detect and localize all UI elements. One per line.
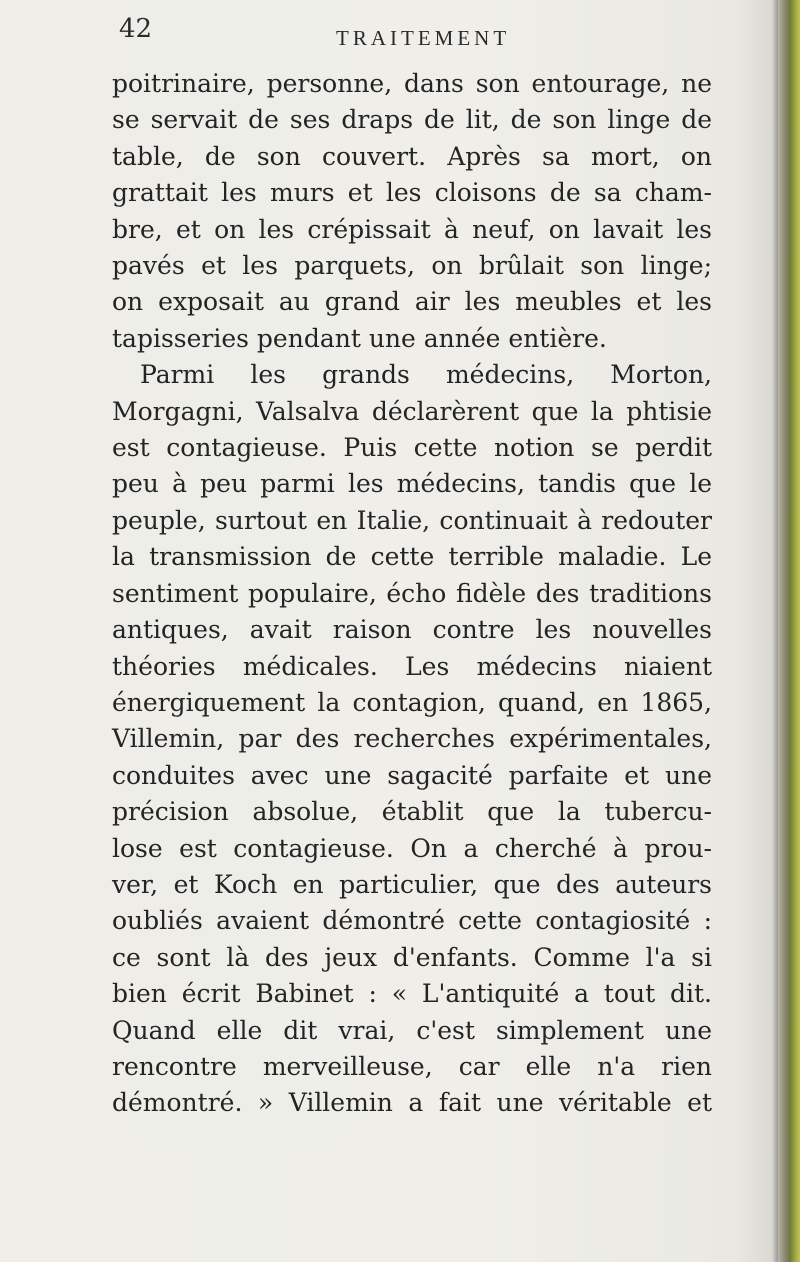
- text-line: Villemin, par des recherches expérimentales,: [112, 724, 712, 754]
- text-line: ver, et Koch en particulier, que des auteurs: [112, 869, 712, 899]
- text-line: peu à peu parmi les médecins, tandis que le: [112, 469, 712, 499]
- text-line: Morgagni, Valsalva déclarèrent que la phtisie: [112, 396, 712, 426]
- text-line: grattait les murs et les cloisons de sa cham-: [112, 178, 712, 208]
- text-line: énergiquement la contagion, quand, en 1865,: [112, 687, 712, 717]
- text-line: table, de son couvert. Après sa mort, on: [112, 141, 712, 171]
- text-line: poitrinaire, personne, dans son entourage, ne: [112, 69, 712, 98]
- text-line: se servait de ses draps de lit, de son linge de: [112, 105, 712, 135]
- text-line: bre, et on les crépissait à neuf, on lavait les: [112, 214, 712, 244]
- book-edge: [778, 0, 800, 1262]
- text-line: pavés et les parquets, on brûlait son linge;: [112, 251, 712, 281]
- text-line: peuple, surtout en Italie, continuait à redouter: [112, 505, 712, 535]
- text-line: Parmi les grands médecins, Morton,: [140, 360, 712, 390]
- text-line: est contagieuse. Puis cette notion se perdit: [112, 433, 712, 463]
- text-line: théories médicales. Les médecins niaient: [112, 651, 712, 681]
- text-line: antiques, avait raison contre les nouvelles: [112, 615, 712, 645]
- text-line: précision absolue, établit que la tubercu-: [112, 797, 712, 827]
- text-line: la transmission de cette terrible maladie. Le: [112, 542, 712, 572]
- text-line: rencontre merveilleuse, car elle n'a rien: [112, 1051, 712, 1081]
- text-line: Quand elle dit vrai, c'est simplement une: [112, 1015, 712, 1045]
- text-line: démontré. » Villemin a fait une véritable et: [112, 1088, 712, 1118]
- running-title: TRAITEMENT: [336, 26, 511, 50]
- page-number: 42: [119, 14, 153, 44]
- text-line: conduites avec une sagacité parfaite et une: [112, 760, 712, 790]
- text-line: bien écrit Babinet : « L'antiquité a tout dit.: [112, 979, 712, 1009]
- text-line: on exposait au grand air les meubles et les: [112, 287, 712, 317]
- text-line: oubliés avaient démontré cette contagiosité :: [112, 906, 712, 936]
- body-text: [112, 66, 712, 1122]
- text-line: lose est contagieuse. On a cherché à prou-: [112, 833, 712, 863]
- text-line: sentiment populaire, écho fidèle des traditions: [112, 578, 712, 608]
- text-line: tapisseries pendant une année entière.: [112, 323, 607, 353]
- text-line: ce sont là des jeux d'enfants. Comme l'a si: [112, 942, 712, 972]
